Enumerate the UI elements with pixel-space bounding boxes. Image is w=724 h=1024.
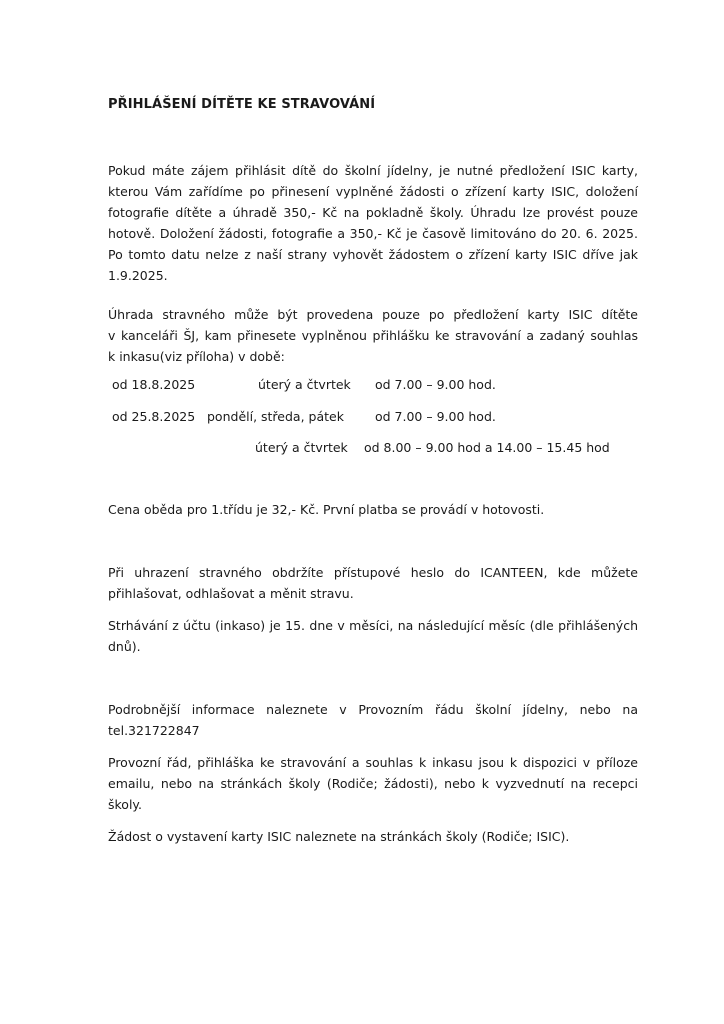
text-line: Podrobnější informace naleznete v Provozním řádu školní jídelny, nebo na [108,702,638,717]
text-line: Žádost o vystavení karty ISIC naleznete na stránkách školy (Rodiče; ISIC). [108,829,570,844]
text-line: k inkasu(viz příloha) v době: [108,349,285,364]
text-line: Při uhrazení stravného obdržíte přístupové heslo do ICANTEEN, kde můžete [108,565,638,580]
text-line: kterou Vám zařídíme po přinesení vyplněné žádosti o zřízení karty ISIC, doložení [108,184,638,199]
text-line: Pokud máte zájem přihlásit dítě do školní jídelny, je nutné předložení ISIC karty, [108,163,638,178]
text-line: Po tomto datu nelze z naší strany vyhovět žádostem o zřízení karty ISIC dříve jak [108,247,638,262]
schedule-row-2-days: pondělí, středa, pátek [207,409,344,424]
text-line: dnů). [108,639,141,654]
document-title: PŘIHLÁŠENÍ DÍTĚTE KE STRAVOVÁNÍ [108,97,376,112]
paragraph-direct-debit [108,615,638,657]
schedule-row-1-date: od 18.8.2025 [112,377,196,392]
text-line: fotografie dítěte a úhradě 350,- Kč na pokladně školy. Úhradu lze provést pouze [108,205,638,220]
text-line: Úhrada stravného může být provedena pouze po předložení karty ISIC dítěte [108,307,638,322]
schedule-row-1-days: úterý a čtvrtek [258,377,351,392]
text-line: školy. [108,797,143,812]
paragraph-documents [108,752,638,815]
paragraph-icanteen [108,562,638,604]
text-line: tel.321722847 [108,723,200,738]
schedule-row-3-time: od 8.00 – 9.00 hod a 14.00 – 15.45 hod [364,440,610,455]
text-line: v kanceláři ŠJ, kam přinesete vyplněnou přihlášku ke stravování a zadaný souhlas [108,328,638,343]
schedule-row-1-time: od 7.00 – 9.00 hod. [375,377,496,392]
text-line: 1.9.2025. [108,268,168,283]
text-line: hotově. Doložení žádosti, fotografie a 350,- Kč je časově limitováno do 20. 6. 2025. [108,226,638,241]
text-line: přihlašovat, odhlašovat a měnit stravu. [108,586,354,601]
paragraph-payment [108,304,638,367]
paragraph-isic-request [108,826,638,847]
schedule-row-3-days: úterý a čtvrtek [255,440,348,455]
paragraph-more-info [108,699,638,741]
schedule-row-2-date: od 25.8.2025 [112,409,196,424]
text-line: Strhávání z účtu (inkaso) je 15. dne v měsíci, na následující měsíc (dle přihlášených [108,618,638,633]
schedule-row-2-time: od 7.00 – 9.00 hod. [375,409,496,424]
text-line: Provozní řád, přihláška ke stravování a souhlas k inkasu jsou k dispozici v příloze [108,755,638,770]
paragraph-isic-requirement [108,160,638,286]
text-line: emailu, nebo na stránkách školy (Rodiče; žádosti), nebo k vyzvednutí na recepci [108,776,638,791]
paragraph-lunch-price [108,499,638,520]
text-line: Cena oběda pro 1.třídu je 32,- Kč. První platba se provádí v hotovosti. [108,502,545,517]
